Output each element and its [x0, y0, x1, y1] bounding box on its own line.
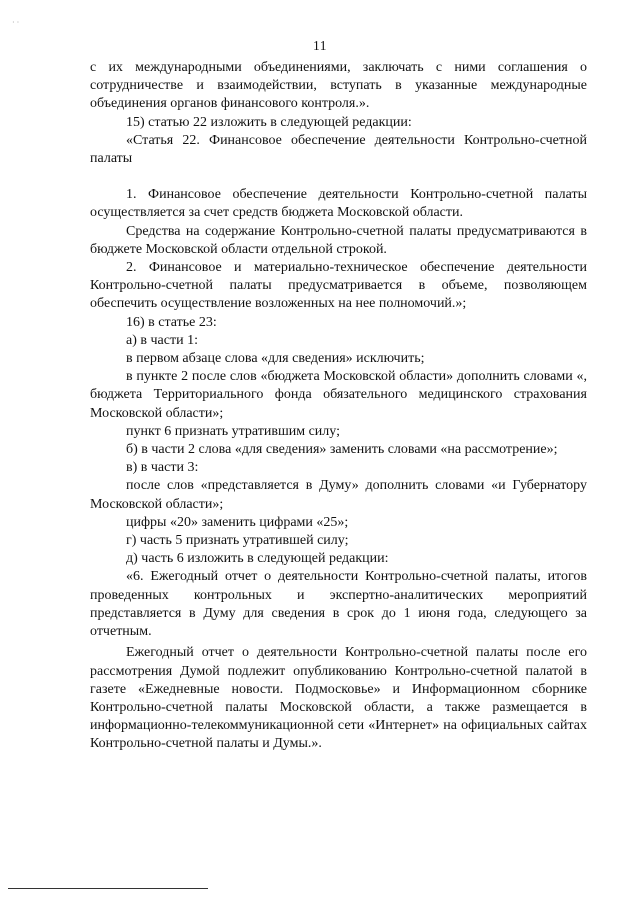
paragraph-part-6: «6. Ежегодный отчет о деятельности Контрольно-счетной палаты, итогов проведенных контрольных и экспертно-аналитических мероприятий представляется в Думу для сведения в срок до 1 июня года, следующего за отчетным.	[90, 569, 587, 640]
paragraph-subitem-g: г) часть 5 признать утратившей силу;	[126, 533, 349, 549]
paragraph-subitem-d: д) часть 6 изложить в следующей редакции:	[126, 551, 389, 567]
paragraph-first-abzac: в первом абзаце слова «для сведения» исключить;	[126, 351, 425, 367]
paragraph-point-6: пункт 6 признать утратившим силу;	[126, 423, 340, 439]
paragraph-subitem-b: б) в части 2 слова «для сведения» заменить словами «на рассмотрение»;	[126, 442, 558, 458]
paragraph-article-22-part-1: 1. Финансовое обеспечение деятельности Контрольно-счетной палаты осуществляется за счет средств бюджета Московской области.	[90, 187, 587, 221]
page-number: 11	[313, 38, 327, 53]
article-22-heading: «Статья 22. Финансовое обеспечение деятельности Контрольно-счетной палаты	[90, 132, 587, 167]
paragraph-continuation: с их международными объединениями, заключать с ними соглашения о сотрудничестве и взаимодействии, вступать в указанные международные объединения органов финансового контроля.».	[90, 60, 587, 112]
paragraph-after-words: после слов «представляется в Думу» дополнить словами «и Губернатору Московской области»;	[90, 478, 587, 512]
paragraph-subitem-a: а) в части 1:	[126, 332, 198, 348]
paragraph-point-2: в пункте 2 после слов «бюджета Московской области» дополнить словами «, бюджета Территориального фонда обязательного медицинского страхования Московской области»;	[90, 369, 587, 421]
footnote-rule	[8, 888, 208, 889]
document-body	[90, 59, 587, 754]
paragraph-article-22-part-2: 2. Финансовое и материально-техническое обеспечение деятельности Контрольно-счетной палаты предусматривается в объеме, позволяющем обеспечить осуществление возложенных на нее полномочий.»;	[90, 260, 587, 312]
paragraph-annual-report: Ежегодный отчет о деятельности Контрольно-счетной палаты после его рассмотрения Думой подлежит опубликованию Контрольно-счетной палатой в газете «Ежедневные новости. Подмосковье» и Информационном сборнике Контрольно-счетной палаты Московской области, а также размещается в информационно-телекоммуникационной сети «Интернет» на официальных сайтах Контрольно-счетной палаты и Думы.».	[90, 645, 587, 752]
paragraph-item-15: 15) статью 22 изложить в следующей редакции:	[126, 114, 412, 130]
paragraph-item-16: 16) в статье 23:	[126, 314, 217, 330]
paragraph-article-22-funds: Средства на содержание Контрольно-счетной палаты предусматриваются в бюджете Московской области отдельной строкой.	[90, 223, 587, 257]
blank-line	[90, 168, 587, 186]
paragraph-subitem-v: в) в части 3:	[126, 460, 199, 476]
paragraph-digits: цифры «20» заменить цифрами «25»;	[126, 514, 349, 530]
scan-speck: · ·	[12, 18, 20, 27]
